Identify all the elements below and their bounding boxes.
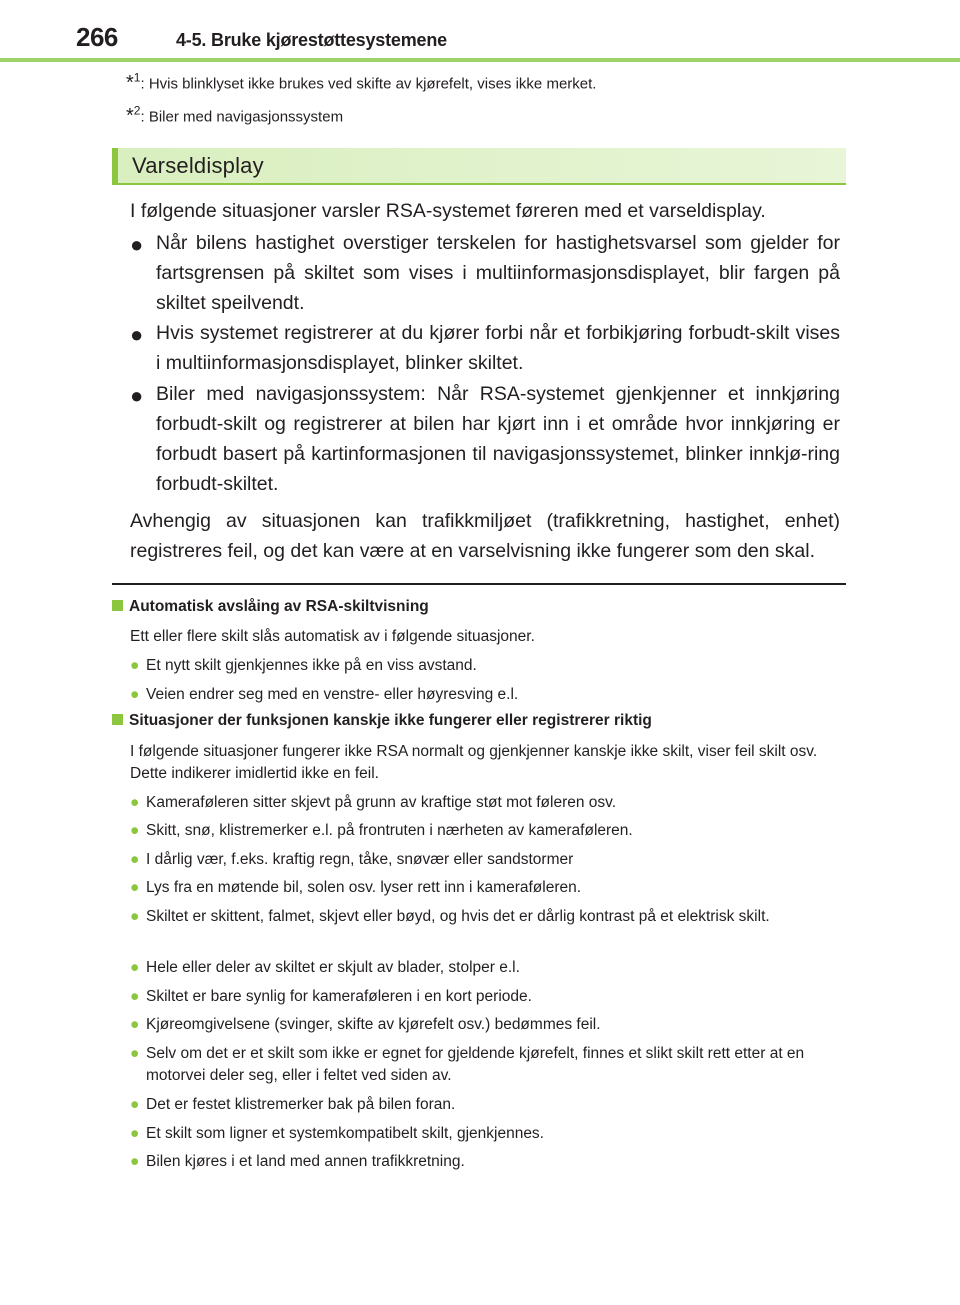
footnote-2: *$^2$: Biler med navigasjonssystem: [126, 103, 344, 127]
section-title: Varseldisplay: [132, 153, 264, 178]
list-item: ● Veien endrer seg med en venstre- eller høyresving e.l.: [130, 684, 846, 706]
list-item: ● Biler med navigasjonssystem: Når RSA-systemet gjenkjenner et innkjøring forbudt-skilt og registrerer at bilen har kjørt inn i et område hvor innkjøring er forbudt basert på kartinformasjonen til navigasjonssystemet, blinker innkjø-ring forbudt-skiltet.: [130, 383, 840, 495]
bullet-dot-icon: ●: [130, 1125, 140, 1142]
page-number: 266: [76, 22, 118, 52]
bullet-dot-icon: ●: [130, 232, 144, 257]
square-bullet-icon: [112, 600, 123, 611]
list-item: ● Kjøreomgivelsene (svinger, skifte av kjørefelt osv.) bedømmes feil.: [130, 1014, 846, 1036]
bullet-dot-icon: ●: [130, 851, 140, 868]
bullet-dot-icon: ●: [130, 657, 140, 674]
bullet-dot-icon: ●: [130, 383, 144, 408]
chapter-title: 4-5. Bruke kjørestøttesystemene: [176, 30, 447, 50]
list-item: ● Kameraføleren sitter skjevt på grunn av kraftige støt mot føleren osv.: [130, 792, 846, 814]
list-item: ● Skiltet er bare synlig for kameraføleren i en kort periode.: [130, 986, 846, 1008]
bullet-dot-icon: ●: [130, 822, 140, 839]
footnote-1: *$^1$: Hvis blinklyset ikke brukes ved skifte av kjørefelt, vises ikke merket.: [126, 70, 597, 94]
bullet-dot-icon: ●: [130, 1096, 140, 1113]
bullet-dot-icon: ●: [130, 686, 140, 703]
section-header: [112, 148, 846, 185]
note-text-auto-off: Ett eller flere skilt slås automatisk av i følgende situasjoner.: [130, 628, 535, 645]
square-bullet-icon: [112, 714, 123, 725]
list-item: ● Hele eller deler av skiltet er skjult av blader, stolper e.l.: [130, 957, 846, 979]
bullet-dot-icon: ●: [130, 1045, 140, 1062]
bullet-dot-icon: ●: [130, 322, 144, 347]
header-rule: [0, 58, 960, 62]
list-item: ● Skitt, snø, klistremerker e.l. på frontruten i nærheten av kameraføleren.: [130, 820, 846, 842]
divider: [112, 583, 846, 585]
bullet-dot-icon: ●: [130, 1153, 140, 1170]
list-item: ● Når bilens hastighet overstiger terskelen for hastighetsvarsel som gjelder for fartsgrensen på skiltet som vises i multiinformasjonsdisplayet, blir fargen på skiltet speilvendt.: [130, 232, 840, 314]
bullet-dot-icon: ●: [130, 1016, 140, 1033]
list-item: ● Det er festet klistremerker bak på bilen foran.: [130, 1094, 846, 1116]
section-closing: Avhengig av situasjonen kan trafikkmiljøet (trafikkretning, hastighet, enhet) registreres feil, og det kan være at en varselvisning ikke fungerer som den skal.: [130, 510, 840, 562]
list-item: ● Et skilt som ligner et systemkompatibelt skilt, gjenkjennes.: [130, 1123, 846, 1145]
note-heading-auto-off: Automatisk avslåing av RSA-skiltvisning: [112, 598, 429, 616]
list-item: ● Lys fra en møtende bil, solen osv. lyser rett inn i kameraføleren.: [130, 877, 846, 899]
section-intro: I følgende situasjoner varsler RSA-systemet føreren med et varseldisplay.: [130, 200, 766, 222]
note-heading-malfunction: Situasjoner der funksjonen kanskje ikke fungerer eller registrerer riktig: [112, 712, 652, 730]
note-text-malfunction: I følgende situasjoner fungerer ikke RSA normalt og gjenkjenner kanskje ikke skilt, viser feil skilt osv. Dette indikerer imidlertid ikke en feil.: [130, 743, 818, 782]
list-item: ● Skiltet er skittent, falmet, skjevt eller bøyd, og hvis det er dårlig kontrast på et elektrisk skilt.: [130, 906, 846, 928]
bullet-dot-icon: ●: [130, 794, 140, 811]
list-item: ● Et nytt skilt gjenkjennes ikke på en viss avstand.: [130, 655, 846, 677]
bullet-dot-icon: ●: [130, 908, 140, 925]
bullet-dot-icon: ●: [130, 959, 140, 976]
list-item: ● Hvis systemet registrerer at du kjører forbi når et forbikjøring forbudt-skilt vises i multiinformasjonsdisplayet, blinker skiltet.: [130, 322, 840, 374]
list-item: ● Selv om det er et skilt som ikke er egnet for gjeldende kjørefelt, finnes et slikt skilt rett etter at en motorvei deler seg, eller i feltet ved siden av.: [130, 1045, 805, 1084]
list-item: ● Bilen kjøres i et land med annen trafikkretning.: [130, 1151, 846, 1173]
bullet-dot-icon: ●: [130, 988, 140, 1005]
bullet-dot-icon: ●: [130, 879, 140, 896]
list-item: ● I dårlig vær, f.eks. kraftig regn, tåke, snøvær eller sandstormer: [130, 849, 846, 871]
